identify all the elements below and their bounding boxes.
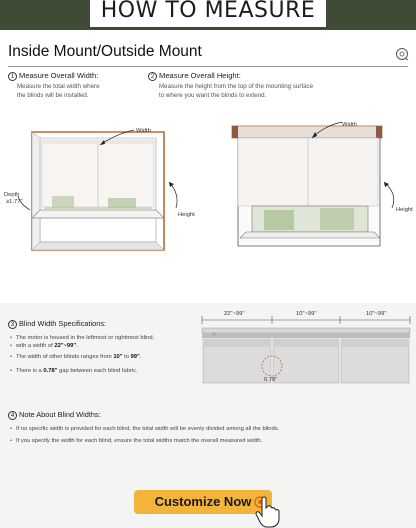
step1-desc-1: Measure the total width where	[17, 83, 100, 90]
step-number-1: 1	[8, 72, 17, 81]
page-title: HOW TO MEASURE	[100, 0, 316, 23]
inside-mount-diagram	[4, 112, 204, 262]
note-bullet-2: • If you specify the width for each blind, ensure the total widths match the overall measured width.	[16, 437, 262, 445]
width-10-99-a: 10"~99"	[296, 311, 317, 317]
height-label-2: Height	[396, 207, 413, 213]
width-10-99-b: 10"~99"	[366, 311, 387, 317]
blind-widths-diagram	[200, 306, 414, 398]
step2-title: 2 Measure Overall Height:	[148, 71, 241, 81]
step2-desc-2: to where you want the blinds to extend.	[159, 92, 267, 99]
note-bullet-1: • If no specific width is provided for each blind, the total width will be evenly divided among all the blinds.	[16, 425, 279, 433]
gap-label: 0.78"	[264, 377, 278, 383]
step2-desc-1: Measure the height from the top of the mounting surface	[159, 83, 314, 90]
width-22-99: 22"~99"	[224, 311, 245, 317]
spec-bullet-3: • There is a 0.78" gap between each blind fabric.	[16, 367, 138, 375]
step-number-2: 2	[148, 72, 157, 81]
section-title: Inside Mount/Outside Mount	[8, 43, 202, 60]
height-label: Height	[178, 212, 195, 218]
step1-desc-2: the blinds will be installed.	[17, 92, 89, 99]
outside-mount-diagram	[212, 112, 412, 262]
spec-title: 3 Blind Width Specifications:	[8, 319, 106, 329]
pointer-hand-icon	[250, 494, 284, 528]
note-title: 4 Note About Blind Widths:	[8, 410, 101, 420]
spec-bullet-1: • The motor is housed in the leftmost or rightmost blind,	[16, 334, 154, 342]
depth-label: Depth	[4, 192, 20, 198]
depth-value: ≥1.77"	[6, 199, 23, 205]
width-label-2: Width	[342, 122, 357, 128]
step-number-3: 3	[8, 320, 17, 329]
spec-bullet-2: • The width of other blinds ranges from 10" to 99".	[16, 353, 141, 361]
ruler-icon	[395, 47, 409, 61]
step1-title: 1 Measure Overall Width:	[8, 71, 98, 81]
section-divider	[8, 66, 408, 67]
width-label: Width	[136, 128, 151, 134]
spec-bullet-1b: • with a width of 22"~99".	[16, 342, 78, 350]
customize-now-button[interactable]: Customize Now	[134, 490, 272, 514]
step-number-4: 4	[8, 411, 17, 420]
